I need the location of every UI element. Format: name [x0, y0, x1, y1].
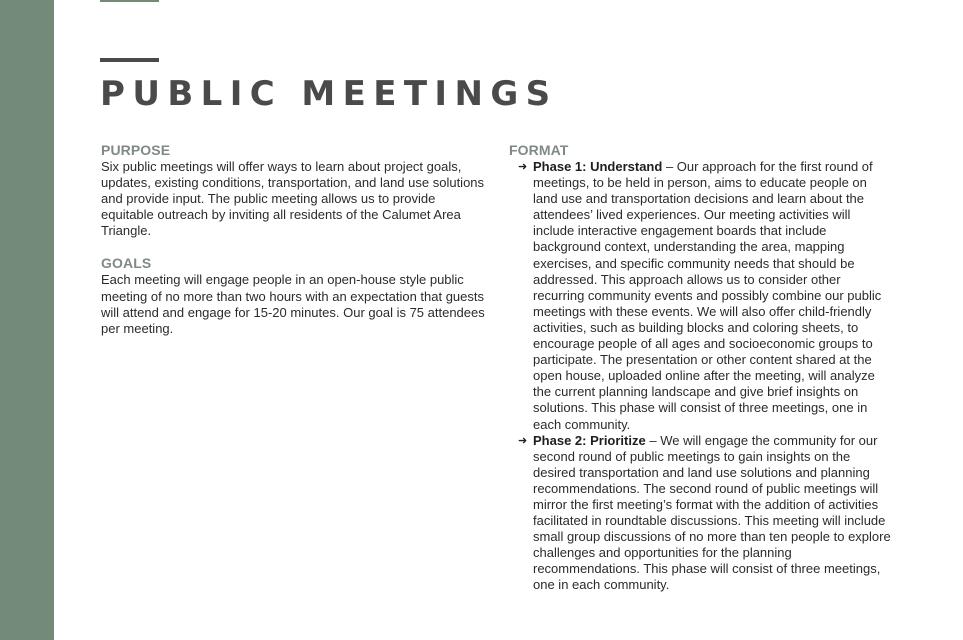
sidebar-accent-bar [0, 0, 54, 640]
title-rule [100, 58, 159, 62]
phase-item [509, 159, 894, 433]
phase-title: Phase 2: Prioritize [533, 432, 646, 448]
arrow-right-icon: ➜ [518, 434, 528, 447]
right-column [509, 142, 894, 594]
goals-heading: GOALS [101, 255, 152, 272]
top-accent-rule [100, 0, 159, 2]
goals-body: Each meeting will engage people in an open-house style public meeting of no more than two hours with an expectation that guests will attend and engage for 15-20 minutes. Our goal is 75 attendees per meeting. [101, 272, 485, 336]
phase-item [509, 433, 894, 594]
phase-separator: – [645, 432, 661, 448]
format-section [509, 142, 894, 594]
goals-section [101, 255, 486, 336]
purpose-section [101, 142, 486, 239]
format-heading: FORMAT [509, 142, 569, 158]
phase-separator: – [662, 159, 677, 174]
purpose-heading: PURPOSE [101, 142, 171, 158]
purpose-body: Six public meetings will offer ways to learn about project goals, updates, existing conditions, transportation, and land use solutions and provide input. The public meeting allows us to provide equitable outreach by inviting all residents of the Calumet Area Triangle. [101, 159, 485, 239]
phase-body: Our approach for the first round of meetings, to be held in person, aims to educate people on land use and transportation decisions and learn about the attendees’ lived experiences. Our meeting activities will include interactive engagement boards that include background context, understanding the area, mapping exercises, and specific community needs that should be addressed. This approach allows us to consider other recurring community events and possibly combine our public meetings with these events. We will also offer child-friendly activities, such as building blocks and coloring sheets, to encourage people of all ages and socioeconomic groups to participate. The presentation or other content shared at the open house, uploaded online after the meeting, will analyze the current planning landscape and give brief insights on solutions. This phase will consist of three meetings, one in each community. [533, 159, 882, 432]
page-title: PUBLIC MEETINGS [100, 74, 558, 114]
left-column [101, 142, 486, 353]
arrow-right-icon: ➜ [518, 161, 528, 173]
phase-title: Phase 1: Understand [533, 159, 663, 174]
phase-body: We will engage the community for our second round of public meetings to gain insights on the desired transportation and land use solutions and planning recommendations. The second round of public meetings will mirror the first meeting’s format with the addition of activities facilitated in roundtable discussions. This meeting will include small group discussions of no more than ten people to explore challenges and opportunities for the planning recommendations. This phase will consist of three meetings, one in each community. [533, 432, 891, 593]
phase-list [509, 159, 894, 594]
